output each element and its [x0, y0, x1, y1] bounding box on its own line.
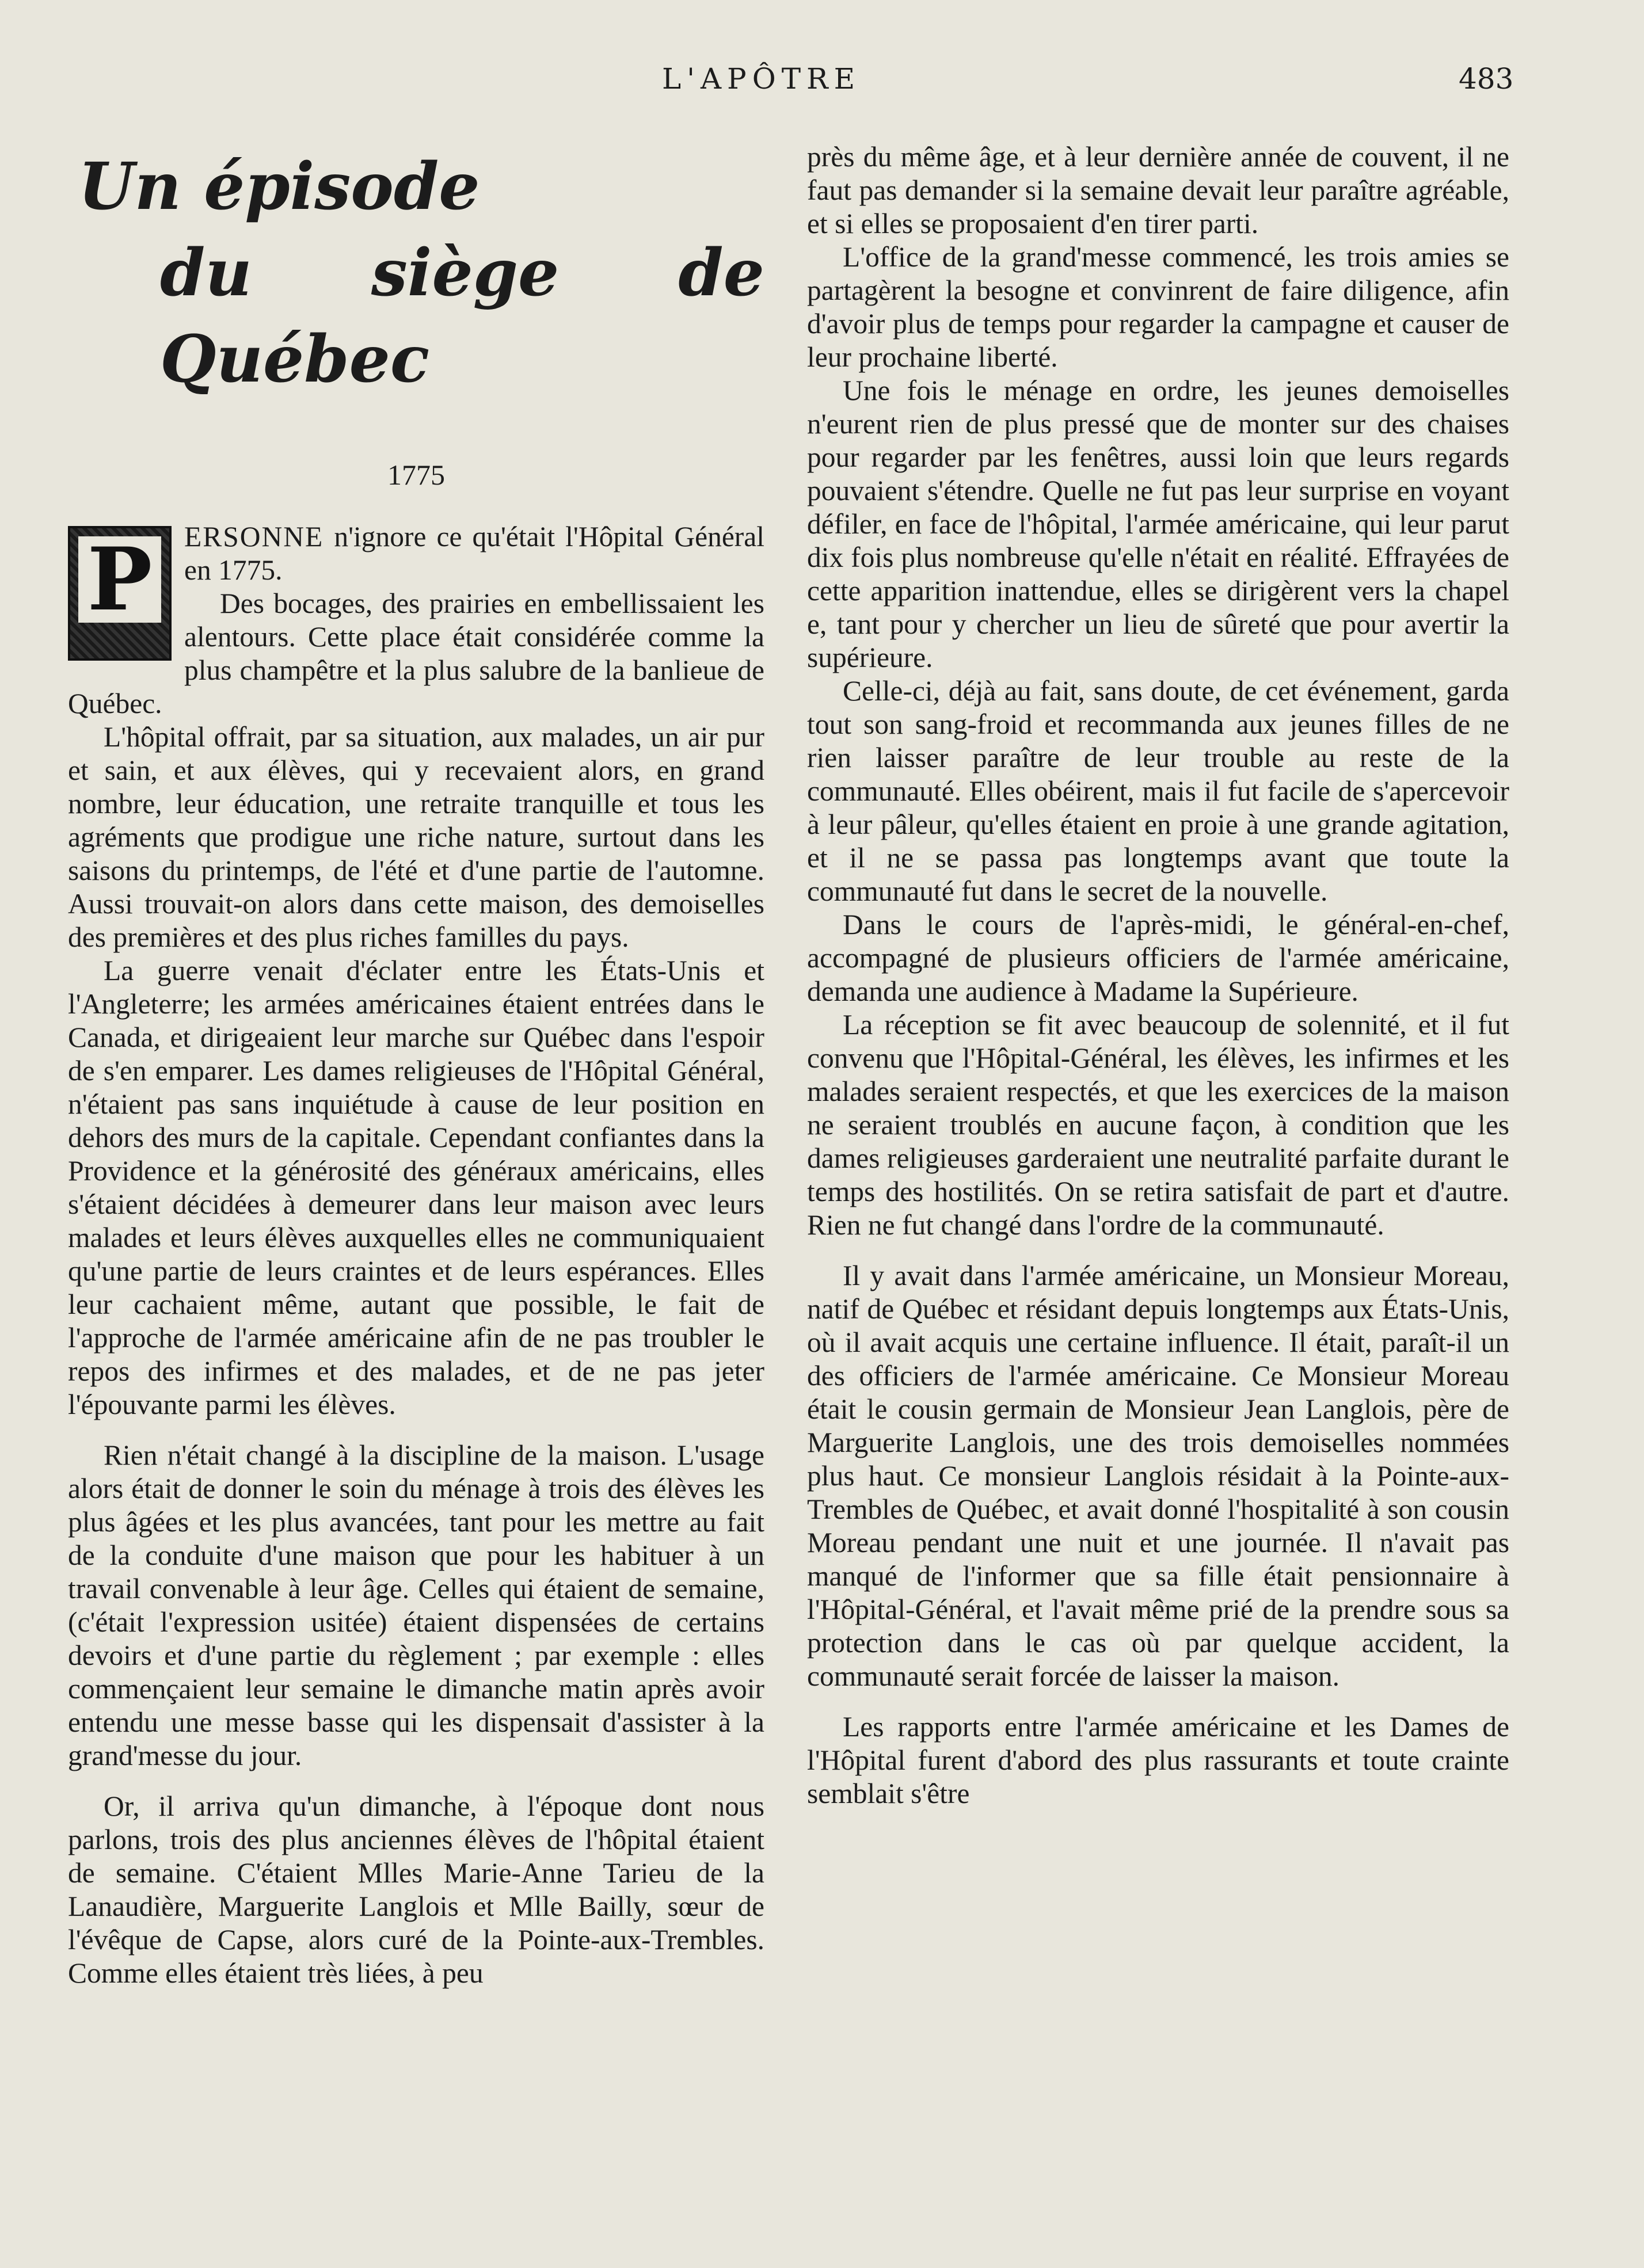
paragraph: Des bocages, des prairies en embellissaient les alentours. Cette place était considérée comme la plus champêtre et la plus salubre de la banlieue de Québec. — [68, 588, 764, 719]
dropcap-rest: ERSONNE — [184, 521, 324, 552]
right-column — [807, 140, 1509, 1810]
article-title — [68, 144, 764, 403]
paragraph: Une fois le ménage en ordre, les jeunes demoiselles n'eurent rien de plus pressé que de monter sur des chaises pour regarder par les fenêtres, aussi loin que leurs regards pouvaient s'étendre. Quelle ne fut pas leur surprise en voyant défiler, en face de l'hôpital, l'armée américaine, qui leur parut dix fois plus nombreuse qu'elle n'était en réalité. Effrayées de cette apparition inattendue, elles se dirigèrent vers la chapel e, tant pour y chercher un lieu de sûreté que pour avertir la supérieure. — [807, 375, 1509, 673]
paragraph: La guerre venait d'éclater entre les États-Unis et l'Angleterre; les armées américaines étaient entrées dans le Canada, et dirigeaient leur marche sur Québec dans l'espoir de s'en emparer. Les dames religieuses de l'Hôpital Général, n'étaient pas sans inquiétude à cause de leur position en dehors des murs de la capitale. Cependant confiantes dans la Providence et la générosité des généraux américains, elles s'étaient décidées à demeurer dans leur maison avec leurs malades et leurs élèves auxquelles elles ne communiquaient qu'une partie de leurs craintes et de leurs espérances. Elles leur cachaient même, autant que possible, le fait de l'approche de l'armée américaine afin de ne pas troubler le repos des infirmes et des malades, et de ne pas jeter l'épouvante parmi les élèves. — [68, 955, 764, 1420]
title-line-2: du siège de Québec — [160, 235, 764, 397]
article-year: 1775 — [387, 459, 445, 491]
paragraph: La réception se fit avec beaucoup de solennité, et il fut convenu que l'Hôpital-Général, les élèves, les infirmes et les malades seraient respectés, et que les exercices de la maison ne seraient troublés en aucune façon, à condition que les dames religieuses garderaient une neutralité parfaite durant le temps des hostilités. On se retira satisfait de part et d'autre. Rien ne fut changé dans l'ordre de la communauté. — [807, 1009, 1509, 1241]
paragraph: Or, il arriva qu'un dimanche, à l'époque dont nous parlons, trois des plus anciennes élèves de l'hôpital étaient de semaine. C'étaient Mlles Marie-Anne Tarieu de la Lanaudière, Marguerite Langlois et Mlle Bailly, sœur de l'évêque de Capse, alors curé de la Pointe-aux-Trembles. Comme elles étaient très liées, à peu — [68, 1790, 764, 1989]
page-number: 483 — [1459, 62, 1514, 96]
left-column — [68, 144, 764, 1990]
paragraph — [68, 520, 764, 630]
ornamental-dropcap — [68, 526, 172, 661]
paragraph: L'hôpital offrait, par sa situation, aux malades, un air pur et sain, et aux élèves, qui y recevaient alors, en grand nombre, leur éducation, une retraite tranquille et tous les agréments que prodigue une riche nature, surtout dans les saisons du printemps, de l'été et d'une partie de l'automne. Aussi trouvait-on alors dans cette maison, des demoiselles des premières et des plus riches familles du pays. — [68, 721, 764, 953]
running-head: L'APÔTRE — [662, 62, 861, 96]
paragraph: Il y avait dans l'armée américaine, un Monsieur Moreau, natif de Québec et résidant depuis longtemps aux États-Unis, où il avait acquis une certaine influence. Il était, paraît-il un des officiers de l'armée américaine. Ce Monsieur Moreau était le cousin germain de Monsieur Jean Langlois, père de Marguerite Langlois, une des trois demoiselles nommées plus haut. Ce monsieur Langlois résidait à la Pointe-aux-Trembles de Québec, et avait donné l'hospitalité à son cousin Moreau pendant une nuit et une journée. Il n'avait pas manqué de l'informer que sa fille était pensionnaire à l'Hôpital-Général, et l'avait même prié de la prendre sous sa protection dans le cas où par quelque accident, la communauté serait forcée de laisser la maison. — [807, 1260, 1509, 1692]
paragraph: L'office de la grand'messe commencé, les trois amies se partagèrent la besogne et convinrent de faire diligence, afin d'avoir plus de temps pour regarder la campagne et causer de leur prochaine liberté. — [807, 241, 1509, 373]
paragraph-text: n'ignore ce qu'était l'Hôpital Général en 1775. — [184, 521, 764, 586]
paragraph: Les rapports entre l'armée américaine et les Dames de l'Hôpital furent d'abord des plus rassurants et toute crainte semblait s'être — [807, 1711, 1509, 1809]
page-header — [0, 62, 1644, 108]
title-line-1: Un épisode — [78, 149, 480, 224]
paragraph: Rien n'était changé à la discipline de la maison. L'usage alors était de donner le soin du ménage à trois des élèves les plus âgées et les plus avancées, tant pour les mettre au fait de la conduite d'une maison que pour les habituer à un travail convenable à leur âge. Celles qui étaient de semaine, (c'était l'expression usitée) étaient dispensées de certains devoirs et d'une partie du règlement ; par exemple : elles commençaient leur semaine le dimanche matin après avoir entendu une messe basse qui les dispensait d'assister à la grand'messe du jour. — [68, 1439, 764, 1771]
paragraph: près du même âge, et à leur dernière année de couvent, il ne faut pas demander si la semaine devait leur paraître agréable, et si elles se proposaient d'en tirer parti. — [807, 141, 1509, 239]
dropcap-letter: P — [78, 536, 162, 623]
paragraph: Celle-ci, déjà au fait, sans doute, de cet événement, garda tout son sang-froid et recommanda aux jeunes filles de ne rien laisser paraître de leur trouble au reste de la communauté. Elles obéirent, mais il fut facile de s'apercevoir à leur pâleur, qu'elles étaient en proie à une grande agitation, et il ne se passa pas longtemps avant que toute la communauté fut dans le secret de la nouvelle. — [807, 675, 1509, 907]
paragraph: Dans le cours de l'après-midi, le général-en-chef, accompagné de plusieurs officiers de l'armée américaine, demanda une audience à Madame la Supérieure. — [807, 909, 1509, 1007]
